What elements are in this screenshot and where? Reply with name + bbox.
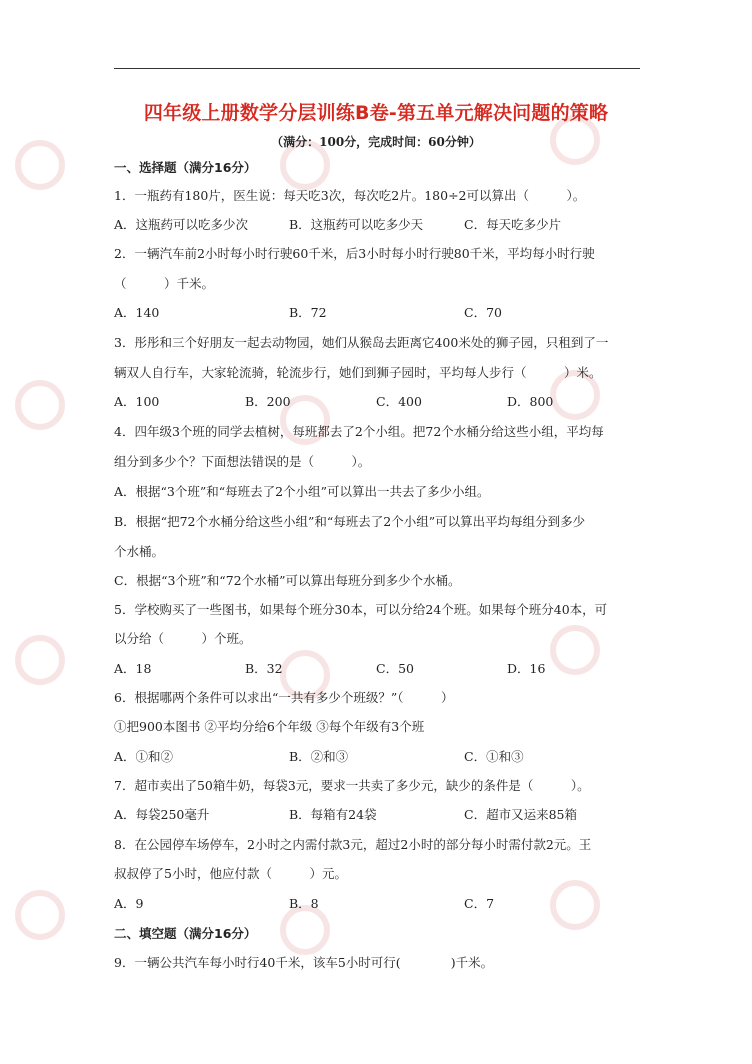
section-heading-fill-blank: 二、填空题（满分16分）	[114, 926, 257, 941]
question-4-option-b-line-2: 个水桶。	[114, 544, 165, 559]
question-3-option-a: A．100	[114, 394, 160, 409]
page-subtitle: （满分：100分，完成时间：60分钟）	[271, 135, 481, 149]
question-7-text: 7．超市卖出了50箱牛奶，每袋3元，要求一共卖了多少元，缺少的条件是（ ）。	[114, 778, 590, 793]
question-9-text: 9．一辆公共汽车每小时行40千米，该车5小时可行( )千米。	[114, 955, 494, 970]
question-8-option-a: A．9	[114, 896, 144, 911]
question-3-text-line-2: 辆双人自行车，大家轮流骑，轮流步行，她们到狮子园时，平均每人步行（ ）米。	[114, 365, 602, 380]
question-8-text-line-2: 叔叔停了5小时，他应付款（ ）元。	[114, 866, 347, 881]
question-5-option-b: B．32	[245, 661, 283, 676]
question-6-option-b: B．②和③	[289, 749, 349, 764]
section-heading-choice: 一、选择题（满分16分）	[114, 160, 257, 175]
question-8-option-b: B．8	[289, 896, 319, 911]
question-5-text-line-2: 以分给（ ）个班。	[114, 631, 252, 646]
question-3-option-d: D．800	[507, 394, 554, 409]
question-8-text-line-1: 8．在公园停车场停车，2小时之内需付款3元，超过2小时的部分每小时需付款2元。王	[114, 837, 592, 852]
question-4-option-b-line-1: B．根据“把72个水桶分给这些小组”和“每班去了2个小组”可以算出平均每组分到多少	[114, 514, 586, 529]
question-7-option-a: A．每袋250毫升	[114, 807, 210, 822]
question-6-conditions: ①把900本图书 ②平均分给6个年级 ③每个年级有3个班	[114, 719, 425, 734]
question-2-text-line-2: （ ）千米。	[114, 276, 215, 291]
question-2-option-c: C．70	[464, 305, 502, 320]
question-6-option-c: C．①和③	[464, 749, 524, 764]
question-1-text: 1．一瓶药有180片，医生说：每天吃3次，每次吃2片。180÷2可以算出（ ）。	[114, 188, 586, 203]
question-5-text-line-1: 5．学校购买了一些图书，如果每个班分30本，可以分给24个班。如果每个班分40本，可	[114, 602, 608, 617]
question-1-option-a: A．这瓶药可以吃多少次	[114, 217, 249, 232]
question-3-option-b: B．200	[245, 394, 291, 409]
question-5-option-d: D．16	[507, 661, 546, 676]
question-6-text: 6．根据哪两个条件可以求出“一共有多少个班级？”（ ）	[114, 690, 454, 705]
question-4-text-line-2: 组分到多少个？下面想法错误的是（ ）。	[114, 454, 371, 469]
question-3-option-c: C．400	[376, 394, 422, 409]
question-5-option-c: C．50	[376, 661, 414, 676]
question-6-option-a: A．①和②	[114, 749, 174, 764]
question-1-option-c: C．每天吃多少片	[464, 217, 562, 232]
question-3-text-line-1: 3．彤彤和三个好朋友一起去动物园，她们从猴岛去距离它400米处的狮子园，只租到了一	[114, 335, 609, 350]
question-2-option-a: A．140	[114, 305, 160, 320]
question-2-option-b: B．72	[289, 305, 327, 320]
question-1-option-b: B．这瓶药可以吃多少天	[289, 217, 424, 232]
question-7-option-c: C．超市又运来85箱	[464, 807, 577, 822]
question-5-option-a: A．18	[114, 661, 152, 676]
top-divider	[114, 68, 640, 69]
question-2-text-line-1: 2．一辆汽车前2小时每小时行驶60千米，后3小时每小时行驶80千米，平均每小时行驶	[114, 246, 595, 261]
question-4-text-line-1: 4．四年级3个班的同学去植树，每班都去了2个小组。把72个水桶分给这些小组，平均每	[114, 424, 604, 439]
question-4-option-a: A．根据“3个班”和“每班去了2个小组”可以算出一共去了多少小组。	[114, 484, 490, 499]
question-4-option-c: C．根据“3个班”和“72个水桶”可以算出每班分到多少个水桶。	[114, 573, 461, 588]
page-title: 四年级上册数学分层训练B卷-第五单元解决问题的策略	[143, 102, 609, 124]
question-7-option-b: B．每箱有24袋	[289, 807, 377, 822]
question-8-option-c: C．7	[464, 896, 495, 911]
